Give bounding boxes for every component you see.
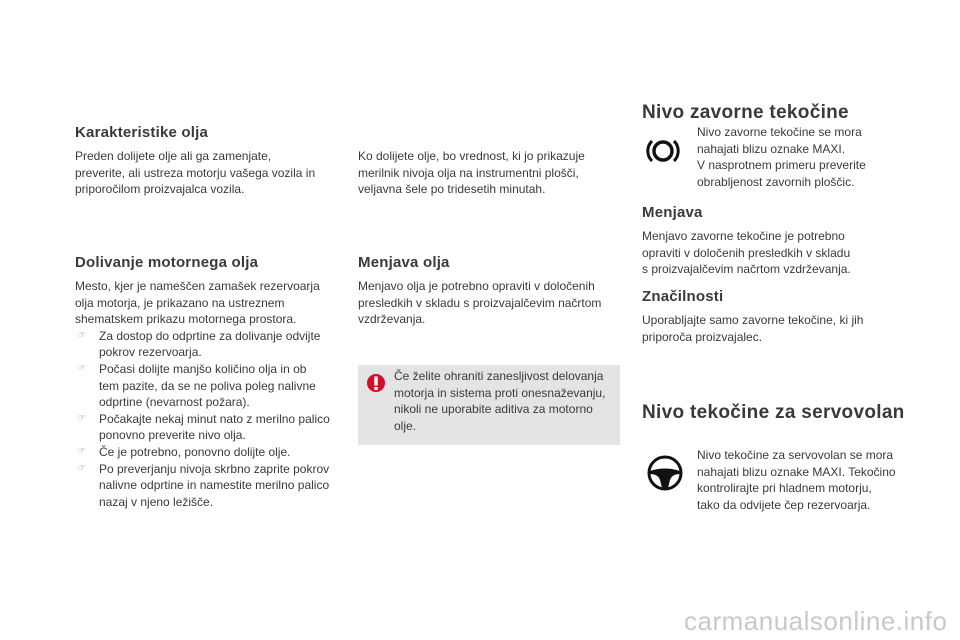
text-line: Nivo zavorne tekočine se mora xyxy=(697,125,862,139)
pointing-hand-icon: ☞ xyxy=(77,412,86,424)
text-line: tako da odvijete čep rezervoarja. xyxy=(697,497,871,512)
text-line: olja motorja, je prikazano na ustreznem xyxy=(75,295,285,310)
text-line: nahajati blizu oznake MAXI. Tekočino xyxy=(697,464,896,479)
text-line: nazaj v njeno ležišče. xyxy=(99,494,214,509)
heading-brake-change: Menjava xyxy=(642,204,703,221)
text-line: Počakajte nekaj minut nato z merilno palico xyxy=(99,411,330,426)
text-line: priporoča proizvajalec. xyxy=(642,329,763,344)
brake-change-text xyxy=(642,228,851,278)
text-line: merilnik nivoja olja na instrumentni plošči, xyxy=(358,165,579,180)
step-item xyxy=(75,361,355,411)
step-item xyxy=(75,444,355,461)
warning-text xyxy=(394,368,605,434)
pointing-hand-icon: ☞ xyxy=(77,329,86,341)
text-line: nalivne odprtine in namestite merilno palico xyxy=(99,478,330,493)
pointing-hand-icon: ☞ xyxy=(77,445,86,457)
oil-reading-text xyxy=(358,148,585,198)
step-item xyxy=(75,461,355,511)
text-line: nikoli ne uporabite aditiva za motorno xyxy=(394,402,593,417)
oil-topup-steps xyxy=(75,328,355,511)
text-line: opraviti v določenih presledkih v skladu xyxy=(642,245,851,260)
text-line: odprtine (nevarnost požara). xyxy=(99,395,250,410)
text-line: Po preverjanju nivoja skrbno zaprite pokrov xyxy=(99,461,330,476)
text-line: shematskem prikazu motornega prostora. xyxy=(75,312,297,327)
text-line: Nivo tekočine za servovolan se mora xyxy=(697,448,894,462)
text-line: obrabljenost zavornih ploščic. xyxy=(697,174,855,189)
text-line: Če je potrebno, ponovno dolijte olje. xyxy=(99,444,291,459)
text-line: Če želite ohraniti zanesljivost delovanja xyxy=(394,369,604,383)
text-line: Uporabljajte samo zavorne tekočine, ki jih xyxy=(642,313,864,327)
heading-oil-change: Menjava olja xyxy=(358,254,450,271)
text-line: pokrov rezervoarja. xyxy=(99,345,202,360)
power-steering-text xyxy=(697,447,896,513)
heading-characteristics: Značilnosti xyxy=(642,288,724,305)
heading-power-steering: Nivo tekočine za servovolan xyxy=(642,402,905,423)
heading-oil-topup: Dolivanje motornega olja xyxy=(75,254,259,271)
pointing-hand-icon: ☞ xyxy=(77,362,86,374)
heading-brake-fluid: Nivo zavorne tekočine xyxy=(642,102,849,123)
text-line: preverite, ali ustreza motorju vašega vozila in xyxy=(75,165,316,180)
text-line: motorja in sistema proti onesnaževanju, xyxy=(394,385,606,400)
text-line: tem pazite, da se ne poliva poleg nalivne xyxy=(99,378,316,393)
text-line: Ko dolijete olje, bo vrednost, ki jo prikazuje xyxy=(358,149,585,163)
text-line: Za dostop do odprtine za dolivanje odvijte xyxy=(99,328,321,343)
text-line: priporočilom proizvajalca vozila. xyxy=(75,182,245,197)
steering-wheel-icon xyxy=(646,454,684,492)
text-line: V nasprotnem primeru preverite xyxy=(697,158,866,173)
warning-icon xyxy=(366,373,386,393)
watermark: carmanualsonline.info xyxy=(684,606,948,636)
heading-oil-characteristics: Karakteristike olja xyxy=(75,124,209,141)
text-line: olje. xyxy=(394,418,417,433)
step-item xyxy=(75,328,355,361)
text-line: Počasi dolijte manjšo količino olja in ob xyxy=(99,361,307,376)
text-line: ponovno preverite nivo olja. xyxy=(99,428,246,443)
text-line: nahajati blizu oznake MAXI. xyxy=(697,141,846,156)
step-item xyxy=(75,411,355,444)
oil-change-text xyxy=(358,278,601,328)
oil-characteristics-text xyxy=(75,148,315,198)
text-line: vzdrževanja. xyxy=(358,312,426,327)
oil-topup-text xyxy=(75,278,355,510)
characteristics-text xyxy=(642,312,863,345)
brake-fluid-text xyxy=(697,124,866,190)
text-line: presledkih v skladu s proizvajalčevim načrtom xyxy=(358,295,602,310)
brake-warning-icon xyxy=(646,138,680,164)
text-line: kontrolirajte pri hladnem motorju, xyxy=(697,481,872,496)
warning-box xyxy=(358,365,620,445)
pointing-hand-icon: ☞ xyxy=(77,462,86,474)
text-line: Menjavo zavorne tekočine je potrebno xyxy=(642,229,845,243)
text-line: s proizvajalčevim načrtom vzdrževanja. xyxy=(642,262,851,277)
text-line: veljavna šele po tridesetih minutah. xyxy=(358,182,546,197)
text-line: Menjavo olja je potrebno opraviti v določenih xyxy=(358,279,595,293)
text-line: Preden dolijete olje ali ga zamenjate, xyxy=(75,149,272,163)
text-line: Mesto, kjer je nameščen zamašek rezervoarja xyxy=(75,279,320,293)
